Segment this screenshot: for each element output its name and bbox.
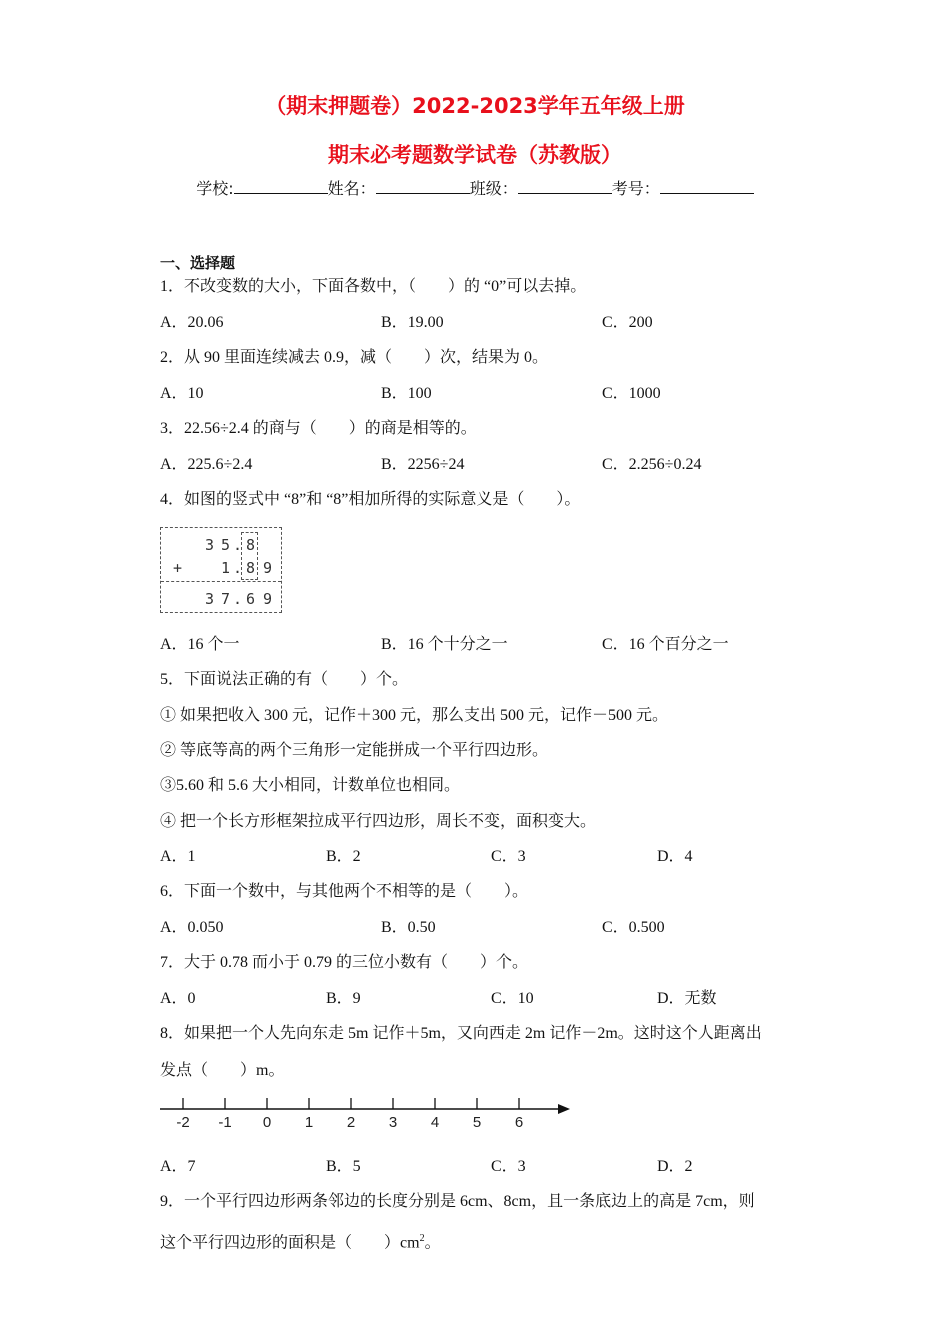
class-blank[interactable] [518,179,612,194]
calc-digit: 7 [221,590,231,608]
number-line-tick-label: 6 [514,1114,524,1131]
number-line-figure [158,1096,578,1132]
number-line-tick-label: 3 [388,1114,398,1131]
q8-option-b[interactable]: B．5 [326,1158,361,1175]
question-3-stem: 3．22.56÷2.4 的商与（ ）的商是相等的。 [160,420,477,437]
q4-option-c[interactable]: C．16 个百分之一 [602,636,729,653]
question-9-stem-line1: 9．一个平行四边形两条邻边的长度分别是 6cm、8cm，且一条底边上的高是 7cm，则 [160,1193,755,1210]
q5-statement-1: ① 如果把收入 300 元，记作＋300 元，那么支出 500 元，记作－500 元。 [160,707,669,724]
number-line-tick-label: 5 [472,1114,482,1131]
q9-stem-text: 这个平行四边形的面积是（ ）cm [160,1234,420,1252]
calc-digit-highlighted: 8 [246,536,256,554]
section-heading: 一、选择题 [160,254,236,272]
q2-option-a[interactable]: A．10 [160,385,204,402]
school-label: 学校: [196,179,234,198]
number-line-tick-label: 2 [346,1114,356,1131]
q5-option-a[interactable]: A．1 [160,848,196,865]
q7-option-b[interactable]: B．9 [326,990,361,1007]
question-9-stem-line2 [160,1229,441,1253]
q6-option-b[interactable]: B．0.50 [381,919,436,936]
number-line-tick-label: -2 [176,1114,190,1131]
calc-digit: 9 [263,590,273,608]
number-line-tick-label: 1 [304,1114,314,1131]
calc-digit-highlighted: 8 [246,559,256,577]
calc-point: . [233,590,243,608]
calc-digit: 9 [263,559,273,577]
question-8-stem-line1: 8．如果把一个人先向东走 5m 记作＋5m，又向西走 2m 记作－2m。这时这个人距离出 [160,1025,762,1042]
question-2-stem: 2．从 90 里面连续减去 0.9，减（ ）次，结果为 0。 [160,349,549,366]
q7-option-c[interactable]: C．10 [491,990,534,1007]
number-line-tick-label: 4 [430,1114,440,1131]
question-6-stem: 6．下面一个数中，与其他两个不相等的是（ ）。 [160,883,529,900]
exam-number-blank[interactable] [660,179,754,194]
q6-option-c[interactable]: C．0.500 [602,919,665,936]
q5-statement-2: ② 等底等高的两个三角形一定能拼成一个平行四边形。 [160,742,549,759]
q5-option-b[interactable]: B．2 [326,848,361,865]
class-label: 班级： [469,179,518,198]
q9-stem-end: 。 [424,1234,441,1252]
q8-option-d[interactable]: D．2 [657,1158,693,1175]
number-line-ticks [176,1098,523,1131]
calc-digit: 3 [205,536,215,554]
name-blank[interactable] [376,179,470,194]
sum-line [161,581,281,582]
vertical-addition-figure [160,527,282,613]
q2-option-c[interactable]: C．1000 [602,385,661,402]
q3-option-a[interactable]: A．225.6÷2.4 [160,456,253,473]
exam-title-line2: 期末必考题数学试卷（苏教版） [328,143,622,167]
q7-option-d[interactable]: D．无数 [657,990,717,1007]
calc-point: . [233,559,243,577]
calc-plus-sign: + [173,559,183,577]
q5-option-d[interactable]: D．4 [657,848,693,865]
q5-statement-4: ④ 把一个长方形框架拉成平行四边形，周长不变，面积变大。 [160,813,597,830]
question-8-stem-line2: 发点（ ）m。 [160,1062,285,1079]
q5-option-c[interactable]: C．3 [491,848,526,865]
question-7-stem: 7．大于 0.78 而小于 0.79 的三位小数有（ ）个。 [160,954,529,971]
exam-number-label: 考号： [611,179,660,198]
highlight-box [241,532,258,580]
question-1-stem: 1．不改变数的大小，下面各数中，（ ）的 “0”可以去掉。 [160,278,587,295]
calc-digit: 5 [221,536,231,554]
number-line-arrow [558,1104,570,1114]
q7-option-a[interactable]: A．0 [160,990,196,1007]
q1-option-b[interactable]: B．19.00 [381,314,444,331]
calc-digit: 1 [221,559,231,577]
calc-digit: 6 [246,590,256,608]
calc-digit: 3 [205,590,215,608]
number-line-tick-label: 0 [262,1114,272,1131]
q8-option-a[interactable]: A．7 [160,1158,196,1175]
q3-option-b[interactable]: B．2256÷24 [381,456,465,473]
question-5-stem: 5．下面说法正确的有（ ）个。 [160,671,409,688]
q5-statement-3: ③5.60 和 5.6 大小相同，计数单位也相同。 [160,777,461,794]
q9-superscript: 2 [419,1233,425,1244]
name-label: 姓名： [327,179,376,198]
calc-point: . [233,536,243,554]
q2-option-b[interactable]: B．100 [381,385,432,402]
q3-option-c[interactable]: C．2.256÷0.24 [602,456,702,473]
student-info-row [0,176,950,199]
school-blank[interactable] [234,179,328,194]
q4-option-b[interactable]: B．16 个十分之一 [381,636,508,653]
exam-title-line1: （期末押题卷）2022-2023学年五年级上册 [265,94,685,118]
question-4-stem: 4．如图的竖式中 “8”和 “8”相加所得的实际意义是（ ）。 [160,491,581,508]
q1-option-c[interactable]: C．200 [602,314,653,331]
number-line-tick-label: -1 [218,1114,232,1131]
q8-option-c[interactable]: C．3 [491,1158,526,1175]
q4-option-a[interactable]: A．16 个一 [160,636,240,653]
q1-option-a[interactable]: A．20.06 [160,314,224,331]
q6-option-a[interactable]: A．0.050 [160,919,224,936]
